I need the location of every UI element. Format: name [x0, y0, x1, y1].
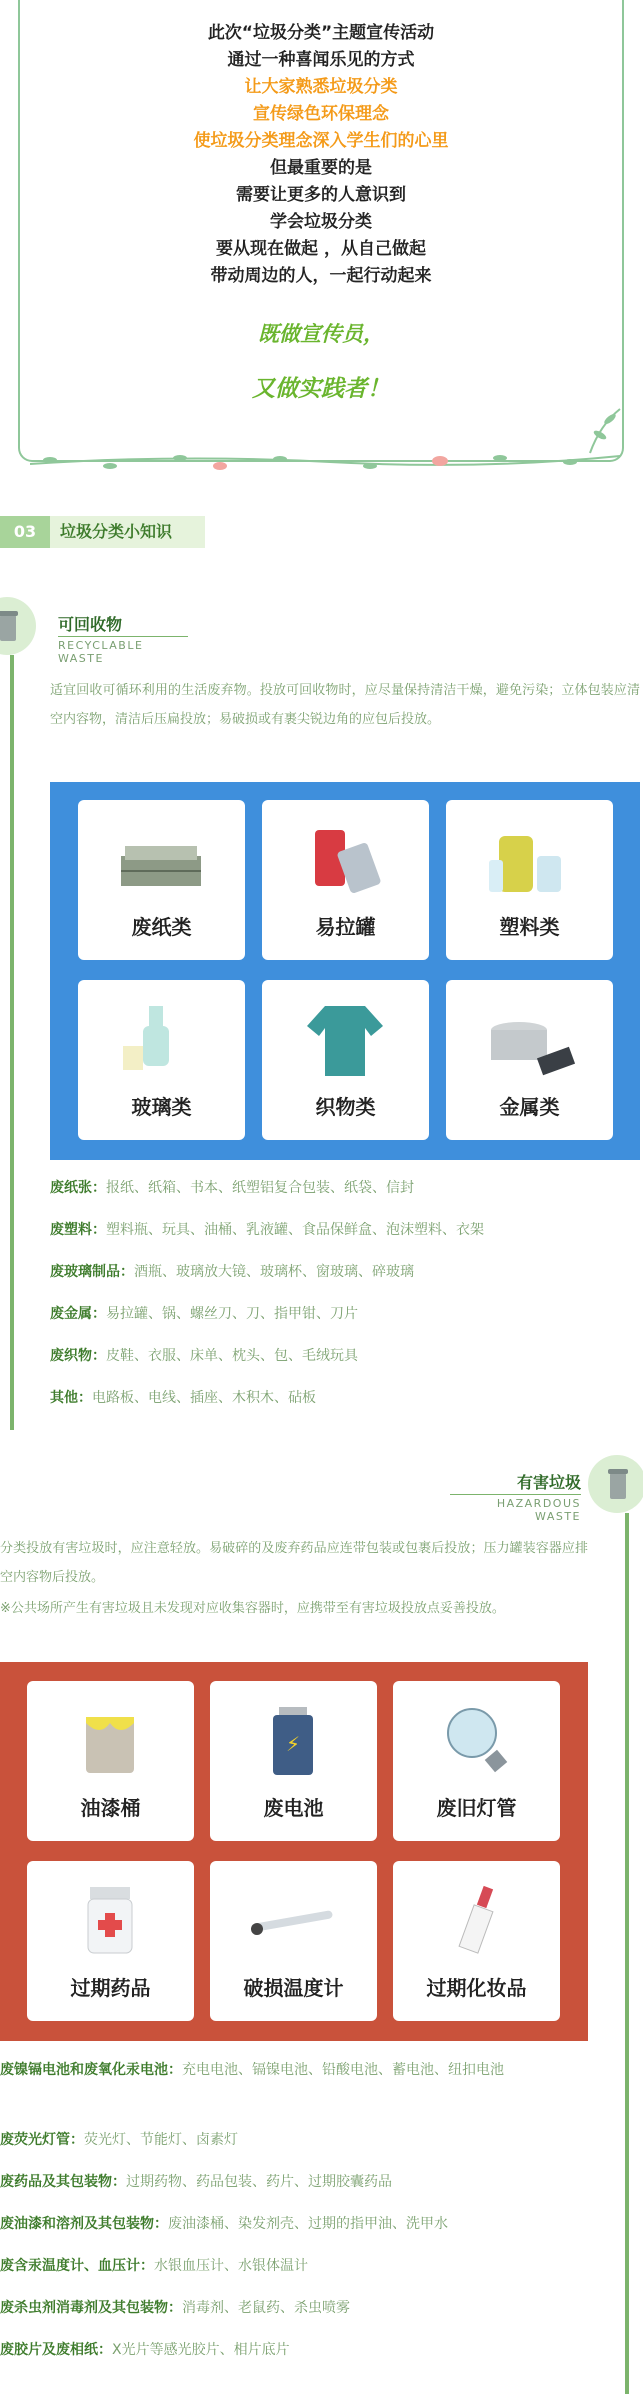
detail-text: 塑料瓶、玩具、油桶、乳液罐、食品保鲜盒、泡沫塑料、衣架 [106, 1222, 484, 1238]
card-paper [78, 800, 245, 960]
hazardous-detail-row [0, 2171, 392, 2193]
intro-line: 带动周边的人，一起行动起来 [210, 266, 432, 286]
detail-text: 荧光灯、节能灯、卤素灯 [84, 2132, 238, 2148]
detail-term: 废含汞温度计、血压计： [0, 2258, 154, 2274]
detail-term: 废塑料： [50, 1222, 106, 1238]
card-metal [446, 980, 613, 1140]
newspaper-icon [111, 816, 211, 904]
recyclable-detail-row [50, 1345, 358, 1367]
intro-line: 让大家熟悉垃圾分类 [244, 77, 398, 97]
intro-line: 需要让更多的人意识到 [236, 185, 406, 205]
card-label: 过期药品 [70, 1976, 151, 2000]
card-fabric [262, 980, 429, 1140]
card-label: 玻璃类 [131, 1095, 192, 1119]
card-paint [27, 1681, 194, 1841]
card-battery [210, 1681, 377, 1841]
section-title: 垃圾分类小知识 [50, 516, 205, 548]
detail-text: 水银血压计、水银体温计 [154, 2258, 308, 2274]
detail-term: 其他： [50, 1390, 92, 1406]
hazardous-description: 分类投放有害垃圾时，应注意轻放。易破碎的及废弃药品应连带包装或包裹后投放；压力罐装容器应排空内容物后投放。 [0, 1541, 588, 1585]
card-bulb [393, 1681, 560, 1841]
detail-text: 充电电池、镉镍电池、铅酸电池、蓄电池、纽扣电池 [182, 2062, 504, 2078]
card-label: 油漆桶 [80, 1796, 141, 1820]
detail-term: 废胶片及废相纸： [0, 2342, 112, 2358]
trash-can-icon [588, 1455, 643, 1513]
detail-term: 废油漆和溶剂及其包装物： [0, 2216, 168, 2232]
hazardous-detail-row [0, 2297, 350, 2319]
intro-line: 通过一种喜闻乐见的方式 [227, 50, 415, 70]
detail-term: 废杀虫剂消毒剂及其包装物： [0, 2300, 182, 2316]
card-label: 废纸类 [131, 915, 192, 939]
detail-text: 皮鞋、衣服、床单、枕头、包、毛绒玩具 [106, 1348, 358, 1364]
hazardous-subtitle: HAZARDOUS WASTE [450, 1494, 581, 1523]
card-label: 废旧灯管 [436, 1796, 517, 1820]
vine-decoration [30, 446, 620, 476]
detail-text: 易拉罐、锅、螺丝刀、刀、指甲钳、刀片 [106, 1306, 358, 1322]
hazardous-detail-row [0, 2129, 238, 2151]
right-divider-line [625, 1513, 629, 2394]
detail-text: 电路板、电线、插座、木积木、砧板 [92, 1390, 316, 1406]
detail-term: 废金属： [50, 1306, 106, 1322]
hazardous-note: ※公共场所产生有害垃圾且未发现对应收集容器时，应携带至有害垃圾投放点妥善投放。 [0, 1601, 505, 1616]
card-thermometer [210, 1861, 377, 2021]
card-label: 织物类 [315, 1095, 376, 1119]
leaf-decoration [580, 405, 626, 455]
intro-line: 使垃圾分类理念深入学生们的心里 [193, 131, 449, 151]
card-can [262, 800, 429, 960]
detail-term: 废镍镉电池和废氧化汞电池： [0, 2062, 182, 2078]
hazardous-detail-row [0, 2059, 588, 2081]
detail-text: 废油漆桶、染发剂壳、过期的指甲油、洗甲水 [168, 2216, 448, 2232]
recyclable-detail-row [50, 1219, 484, 1241]
card-label: 过期化妆品 [426, 1976, 527, 2000]
left-divider-line [10, 655, 14, 1430]
hazardous-title: 有害垃圾 [516, 1473, 581, 1492]
intro-line: 但最重要的是 [270, 158, 372, 178]
card-label: 废电池 [263, 1796, 324, 1820]
detail-text: 酒瓶、玻璃放大镜、玻璃杯、窗玻璃、碎玻璃 [134, 1264, 414, 1280]
recyclable-detail-row [50, 1261, 414, 1283]
recyclable-description: 适宜回收可循环利用的生活废弃物。投放可回收物时，应尽量保持清洁干燥，避免污染；立体包装应清空内容物，清洁后压扁投放；易破损或有裹尖锐边角的应包后投放。 [50, 683, 640, 727]
intro-line: 此次“垃圾分类”主题宣传活动 [207, 23, 435, 43]
card-label: 金属类 [499, 1095, 560, 1119]
card-glass [78, 980, 245, 1140]
card-cosmetics [393, 1861, 560, 2021]
can-icon [295, 816, 395, 904]
card-plastic [446, 800, 613, 960]
detail-term: 废纸张： [50, 1180, 106, 1196]
lipstick-icon [426, 1877, 526, 1965]
paint-bucket-icon [60, 1697, 160, 1785]
recyclable-detail-row [50, 1177, 414, 1199]
trash-can-icon [0, 597, 36, 655]
glass-icon [111, 996, 211, 1084]
recyclable-grid [50, 782, 640, 1160]
detail-text: 报纸、纸箱、书本、纸塑铝复合包装、纸袋、信封 [106, 1180, 414, 1196]
detail-term: 废药品及其包装物： [0, 2174, 126, 2190]
plastic-bottle-icon [479, 816, 579, 904]
detail-term: 废织物： [50, 1348, 106, 1364]
hazardous-detail-row [0, 2213, 448, 2235]
slogan-line-2: 又做实践者！ [252, 376, 390, 402]
intro-text [18, 20, 624, 290]
thermometer-icon [243, 1877, 343, 1965]
intro-line: 要从现在做起 ，从自己做起 [216, 239, 426, 259]
broken-bulb-icon [426, 1697, 526, 1785]
detail-text: 消毒剂、老鼠药、杀虫喷雾 [182, 2300, 350, 2316]
shirt-icon [295, 996, 395, 1084]
hazardous-grid [0, 1662, 588, 2041]
recyclable-detail-row [50, 1303, 358, 1325]
recyclable-title: 可回收物 [58, 615, 123, 634]
card-label: 易拉罐 [315, 915, 376, 939]
intro-line: 学会垃圾分类 [270, 212, 372, 232]
slogan-line-1: 既做宣传员， [258, 322, 384, 346]
recyclable-subtitle: RECYCLABLE WASTE [58, 636, 188, 665]
svg-text:⚡: ⚡ [285, 1732, 301, 1756]
card-medicine [27, 1861, 194, 2021]
detail-term: 废玻璃制品： [50, 1264, 134, 1280]
card-label: 破损温度计 [243, 1976, 344, 2000]
detail-text: 过期药物、药品包装、药片、过期胶囊药品 [126, 2174, 392, 2190]
pot-icon [479, 996, 579, 1084]
hazardous-detail-row [0, 2339, 290, 2361]
section-number: 03 [0, 516, 50, 548]
detail-text: X光片等感光胶片、相片底片 [112, 2342, 290, 2358]
pill-bottle-icon [60, 1877, 160, 1965]
detail-term: 废荧光灯管： [0, 2132, 84, 2148]
card-label: 塑料类 [499, 915, 560, 939]
battery-icon [243, 1697, 343, 1785]
intro-line: 宣传绿色环保理念 [253, 104, 389, 124]
recyclable-detail-row [50, 1387, 316, 1409]
hazardous-detail-row [0, 2255, 308, 2277]
